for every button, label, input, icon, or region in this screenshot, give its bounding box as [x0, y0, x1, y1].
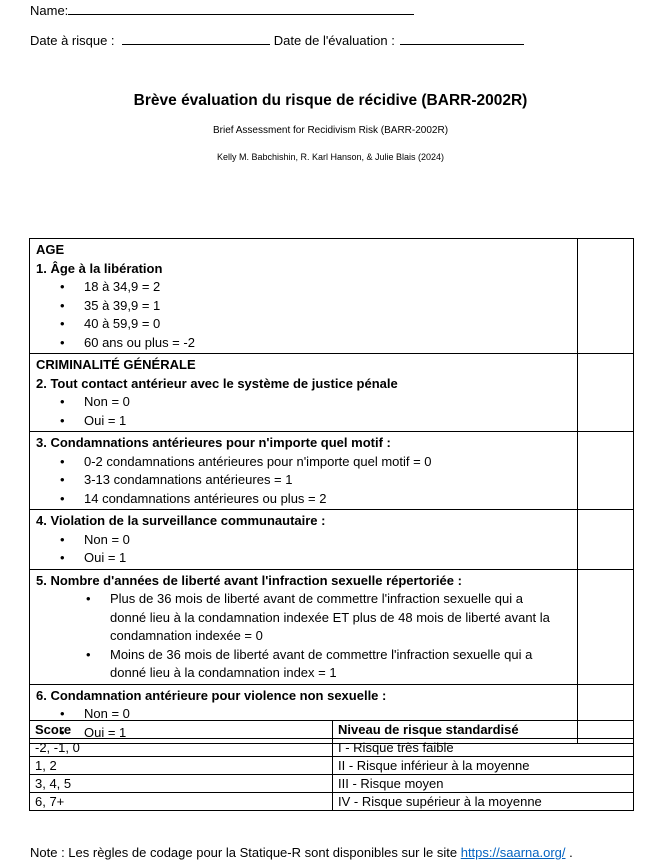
item-line: Plus de 36 mois de liberté avant de commettre l'infraction sexuelle qui a: [110, 591, 523, 606]
score-cell-q1[interactable]: [578, 239, 634, 354]
score-value: -2, -1, 0: [30, 739, 333, 757]
score-table: [29, 720, 634, 811]
item-line: donné lieu à la condamnation indexée ET plus de 48 mois de liberté avant la: [110, 609, 550, 625]
section-q3-content: [30, 432, 578, 510]
table-row: [30, 775, 634, 793]
question-3-options: [36, 453, 571, 509]
list-item: [36, 590, 571, 646]
question-2-title: 2. Tout contact antérieur avec le système de justice pénale: [36, 375, 398, 391]
list-item: • 14 condamnations antérieures ou plus = 2: [36, 490, 571, 509]
item-line: donné lieu à la condamnation index = 1: [110, 665, 337, 680]
score-cell-q3[interactable]: [578, 432, 634, 510]
document-authors: Kelly M. Babchishin, R. Karl Hanson, & Julie Blais (2024): [216, 152, 445, 162]
question-1-options: [36, 278, 571, 352]
score-table-header: [30, 721, 634, 739]
score-cell-q5[interactable]: [578, 569, 634, 684]
table-row: [30, 739, 634, 757]
date-eval-blank[interactable]: [400, 32, 524, 45]
list-item: • 18 à 34,9 = 2: [36, 278, 571, 297]
question-1-title: 1. Âge à la libération: [36, 260, 163, 276]
item-line: Moins de 36 mois de liberté avant de commettre l'infraction sexuelle qui a: [110, 646, 533, 662]
note-text: Note : Les règles de codage pour la Statique-R sont disponibles sur le site: [30, 845, 458, 860]
section-general: [30, 354, 634, 432]
item-line: condamnation indexée = 0: [110, 628, 263, 643]
section-age-content: [30, 239, 578, 354]
name-blank[interactable]: [68, 2, 414, 15]
date-risk-blank[interactable]: [122, 32, 270, 45]
section-q5-content: [30, 569, 578, 684]
table-row: [30, 757, 634, 775]
list-item: • Oui = 1: [36, 412, 571, 431]
section-q4: [30, 510, 634, 570]
list-item: • Non = 0: [36, 531, 571, 550]
name-line: [30, 2, 414, 18]
section-q3: [30, 432, 634, 510]
risk-level: III - Risque moyen: [333, 775, 634, 793]
score-value: 3, 4, 5: [30, 775, 333, 793]
list-item: • 60 ans ou plus = -2: [36, 334, 571, 353]
note-suffix: .: [565, 845, 573, 860]
list-item: • Oui = 1: [36, 724, 571, 743]
question-3-title: 3. Condamnations antérieures pour n'importe quel motif :: [36, 435, 391, 450]
question-4-title: 4. Violation de la surveillance communautaire :: [36, 513, 326, 528]
list-item: • Oui = 1: [36, 549, 571, 568]
footer-note: [30, 845, 573, 860]
risk-level: II - Risque inférieur à la moyenne: [333, 757, 634, 775]
question-5-options: [36, 590, 571, 683]
section-age: [30, 239, 634, 354]
list-item: • 40 à 59,9 = 0: [36, 315, 571, 334]
score-cell-q2[interactable]: [578, 354, 634, 432]
date-line: [30, 32, 524, 48]
list-item: • 3-13 condamnations antérieures = 1: [36, 471, 571, 490]
date-risk-label: Date à risque :: [30, 33, 115, 48]
list-item: • 35 à 39,9 = 1: [36, 297, 571, 316]
question-6-title: 6. Condamnation antérieure pour violence non sexuelle :: [36, 687, 387, 703]
list-item: • Non = 0: [36, 705, 571, 724]
section-header-general: CRIMINALITÉ GÉNÉRALE: [36, 357, 196, 372]
score-value: 1, 2: [30, 757, 333, 775]
list-item: [36, 646, 571, 683]
section-q4-content: [30, 510, 578, 570]
name-label: Name:: [30, 3, 69, 18]
score-header: Score: [30, 721, 333, 739]
risk-level-header: Niveau de risque standardisé: [333, 721, 634, 739]
question-5-title: 5. Nombre d'années de liberté avant l'infraction sexuelle répertoriée :: [36, 572, 462, 588]
saarna-link[interactable]: https://saarna.org/: [460, 845, 566, 860]
document-title: Brève évaluation du risque de récidive (BARR-2002R): [133, 92, 528, 109]
question-2-options: [36, 393, 571, 430]
question-4-options: [36, 531, 571, 568]
list-item: • Non = 0: [36, 393, 571, 412]
document-subtitle: Brief Assessment for Recidivism Risk (BARR-2002R): [212, 125, 449, 136]
assessment-table: [29, 238, 634, 744]
section-q5: [30, 569, 634, 684]
risk-level: I - Risque très faible: [333, 739, 634, 757]
score-value: 6, 7+: [30, 793, 333, 811]
list-item: • 0-2 condamnations antérieures pour n'importe quel motif = 0: [36, 453, 571, 472]
section-general-content: [30, 354, 578, 432]
risk-level: IV - Risque supérieur à la moyenne: [333, 793, 634, 811]
table-row: [30, 793, 634, 811]
date-eval-label: Date de l'évaluation :: [273, 33, 395, 48]
score-cell-q4[interactable]: [578, 510, 634, 570]
section-header-age: AGE: [36, 242, 65, 257]
